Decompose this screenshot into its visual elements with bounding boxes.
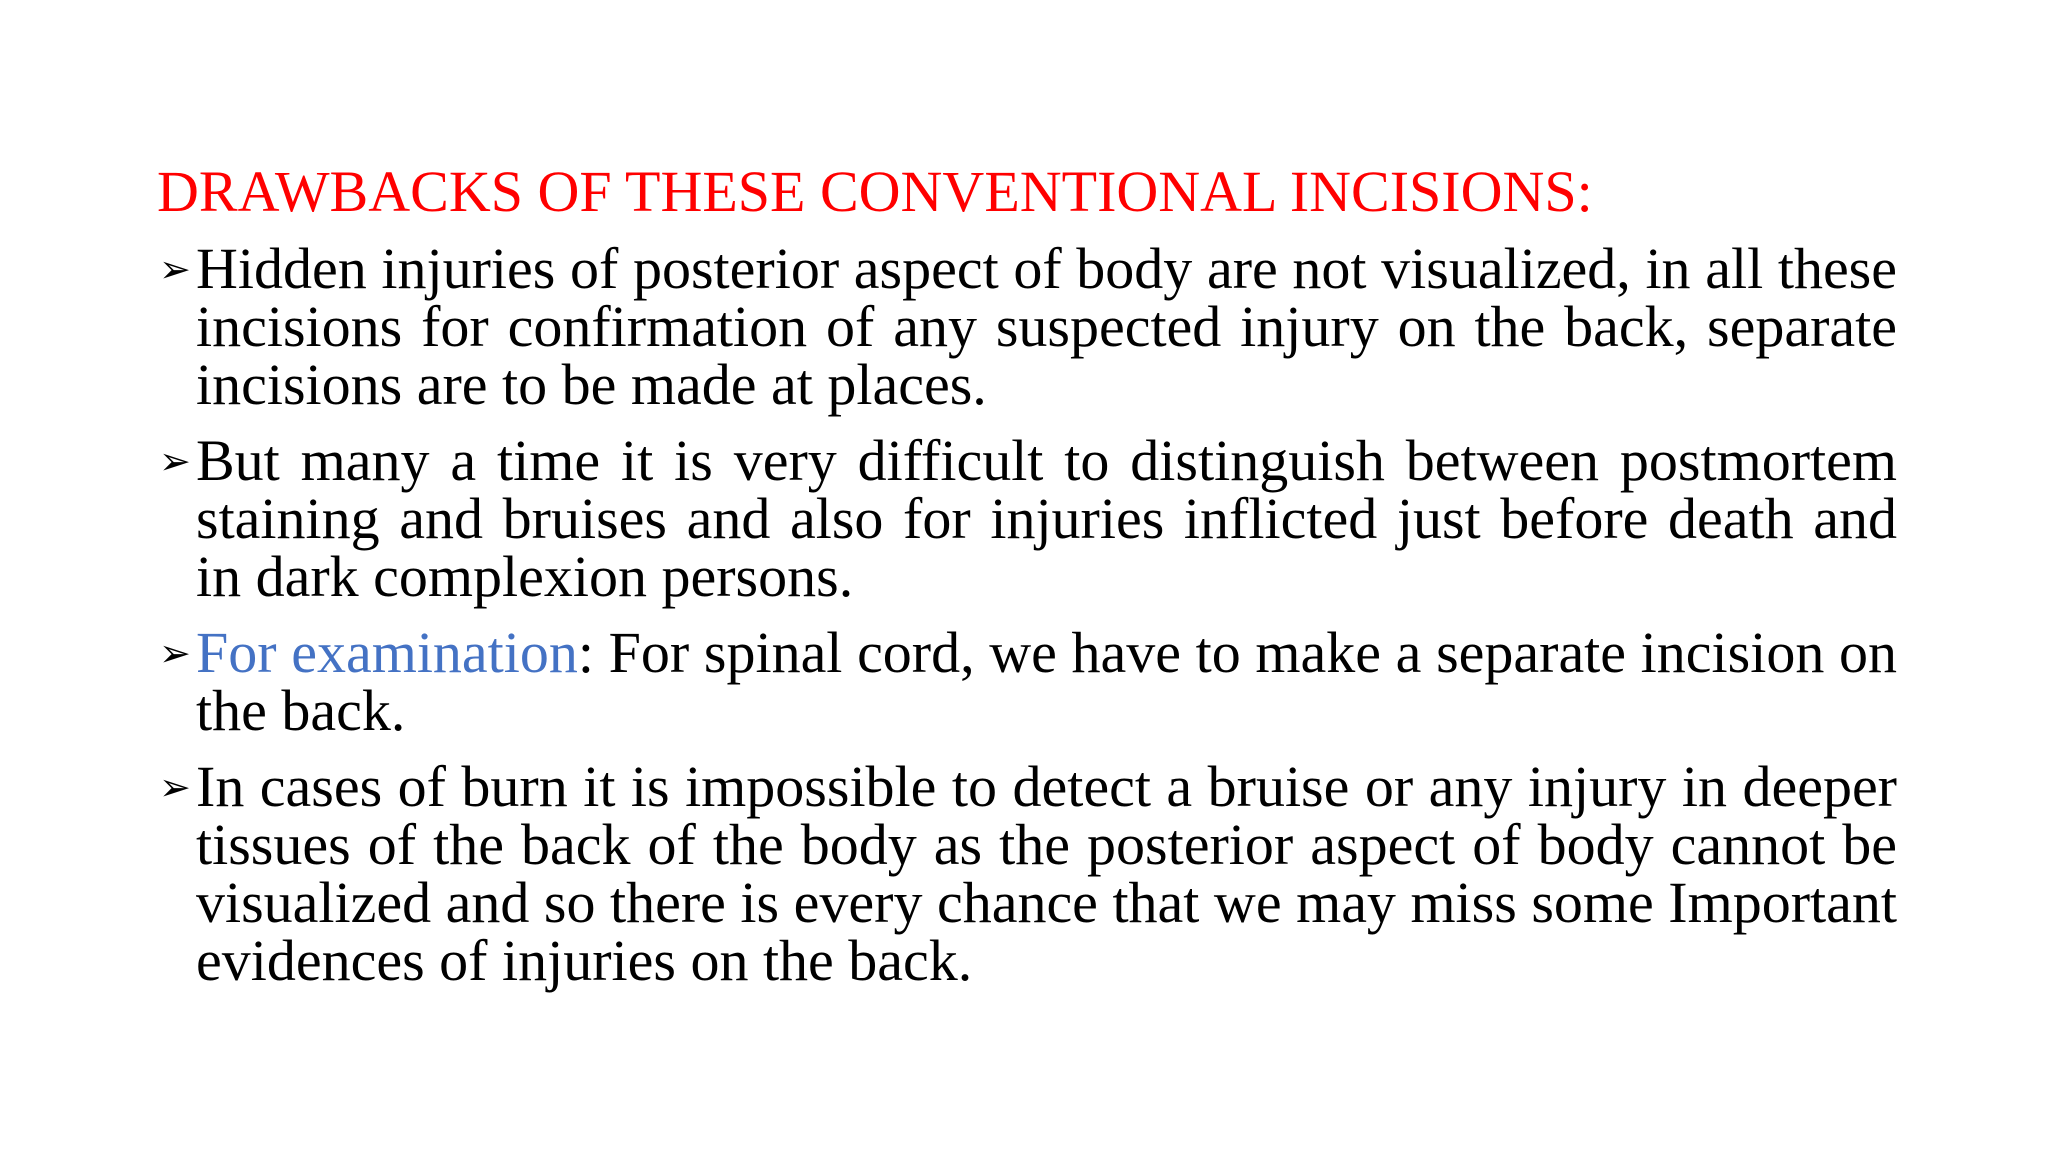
bullet-text: In cases of burn it is impossible to detect a bruise or any injury in deeper tissues of the back of the body as the posterior aspect of body cannot be visualized and so there is every chance that we may miss some Important evidences of injuries on the back. bbox=[196, 754, 1897, 993]
bullet-item-spinal-cord bbox=[157, 620, 1897, 743]
bullet-item-hidden-injuries bbox=[157, 236, 1897, 417]
bullet-item-postmortem-staining bbox=[157, 428, 1897, 609]
bullet-text: But many a time it is very difficult to distinguish between postmortem staining and bruises and also for injuries inflicted just before death and in dark complexion persons. bbox=[196, 428, 1897, 609]
arrow-bullet-icon: ➢ bbox=[159, 247, 191, 291]
bullet-item-burn-cases bbox=[157, 754, 1897, 993]
slide-heading: DRAWBACKS OF THESE CONVENTIONAL INCISIONS: bbox=[157, 159, 1593, 224]
arrow-bullet-icon: ➢ bbox=[159, 765, 191, 809]
bullet-highlight-text: For examination bbox=[196, 620, 578, 685]
arrow-bullet-icon: ➢ bbox=[159, 439, 191, 483]
bullet-text: : For spinal cord, we have to make a separate incision on the back. bbox=[196, 620, 1897, 743]
arrow-bullet-icon: ➢ bbox=[159, 631, 191, 675]
bullet-text: Hidden injuries of posterior aspect of body are not visualized, in all these incisions for confirmation of any suspected injury on the back, separate incisions are to be made at places. bbox=[196, 236, 1897, 417]
bullet-list bbox=[157, 236, 1897, 1008]
